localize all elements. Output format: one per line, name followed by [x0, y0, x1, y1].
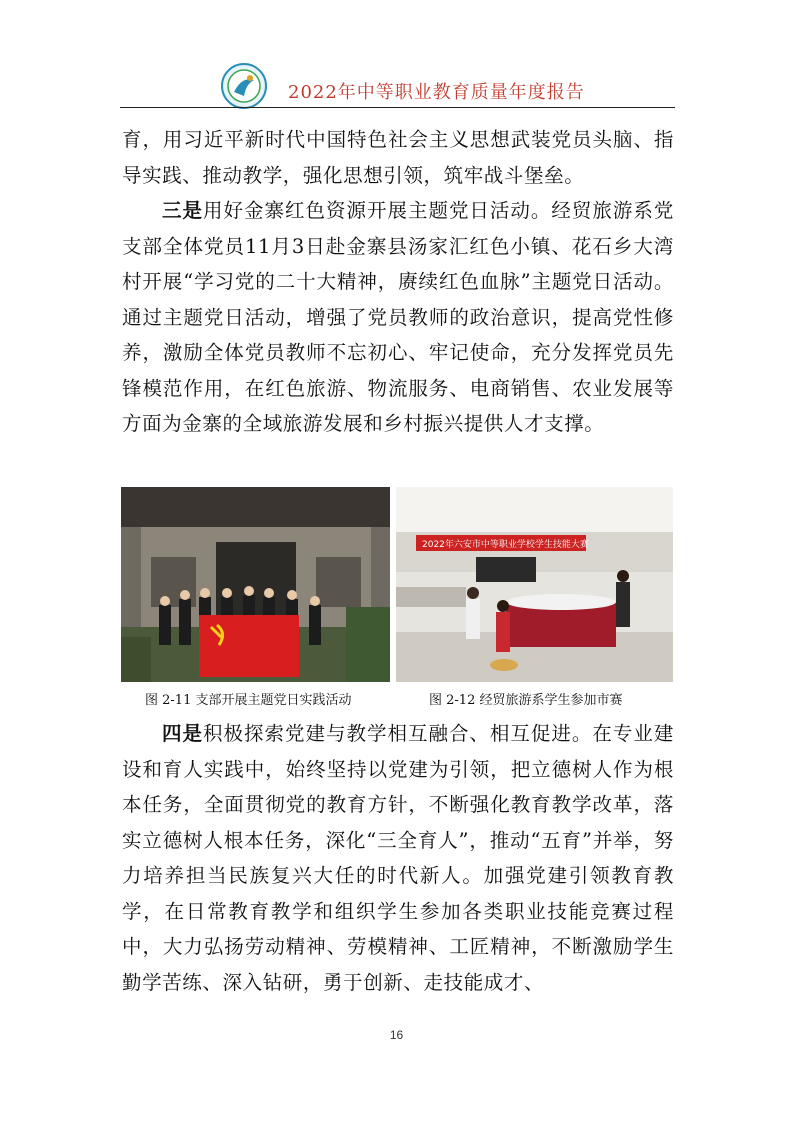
point-three-lead: 三是	[162, 199, 203, 222]
competition-banner: 2022年六安市中等职业学校学生技能大赛	[422, 540, 589, 550]
report-title: 2022年中等职业教育质量年度报告	[288, 82, 585, 103]
paragraph-point-three	[122, 193, 674, 442]
figure-row	[121, 487, 673, 708]
page-number: 16	[389, 1028, 404, 1042]
point-four-text: 积极探索党建与教学相互融合、相互促进。在专业建设和育人实践中，始终坚持以党建为引领，把立德树人作为根本任务，全面贯彻党的教育方针，不断强化教育教学改革，落实立德树人根本任务，深化“三全育人”，推动“五育”并举，努力培养担当民族复兴大任的时代新人。加强党建引领教育教学，在日常教育教学和组织学生参加各类职业技能竞赛过程中，大力弘扬劳动精神、劳模精神、工匠精神，不断激励学生勤学苦练、深入钻研，勇于创新、走技能成才、	[122, 722, 674, 994]
school-logo-icon	[220, 62, 268, 110]
photo-party-activity	[121, 487, 390, 682]
photo-student-competition	[396, 487, 673, 682]
point-four-lead: 四是	[162, 722, 203, 745]
party-flag	[199, 615, 299, 677]
header-divider	[120, 107, 675, 108]
paragraph-point-four	[122, 716, 674, 1000]
page-header	[120, 58, 675, 108]
figure-caption-2-12: 图 2-12 经贸旅游系学生参加市赛	[429, 693, 623, 708]
point-three-text: 用好金寨红色资源开展主题党日活动。经贸旅游系党支部全体党员11月3日赴金寨县汤家汇红色小镇、花石乡大湾村开展“学习党的二十大精神，赓续红色血脉”主题党日活动。通过主题党日活动，增强了党员教师的政治意识，提高党性修养，激励全体党员教师不忘初心、牢记使命，充分发挥党员先锋模范作用，在红色旅游、物流服务、电商销售、农业发展等方面为金寨的全域旅游发展和乡村振兴提供人才支撑。	[122, 199, 674, 435]
paragraph-continuation: 育，用习近平新时代中国特色社会主义思想武装党员头脑、指导实践、推动教学，强化思想引领，筑牢战斗堡垒。	[122, 128, 674, 187]
figure-caption-2-11: 图 2-11 支部开展主题党日实践活动	[145, 693, 352, 708]
